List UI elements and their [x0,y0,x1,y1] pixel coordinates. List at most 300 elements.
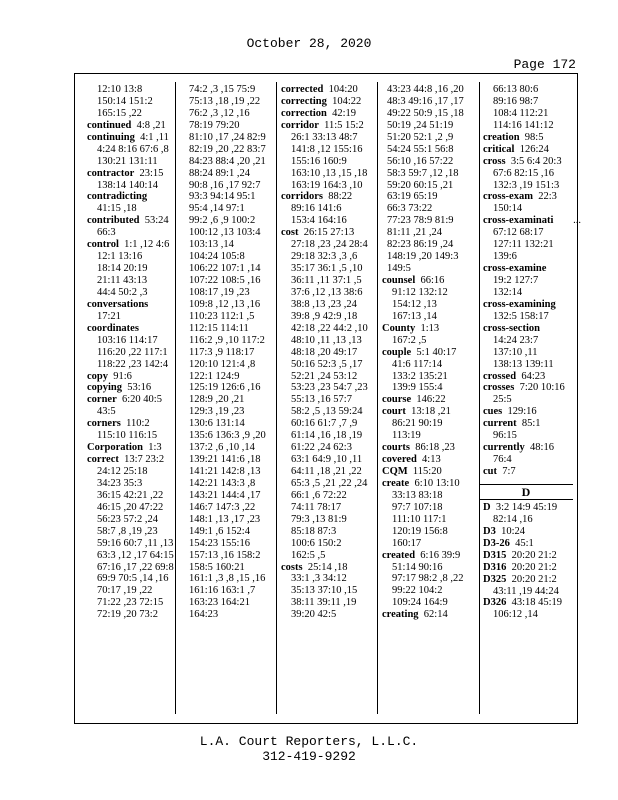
page-references: 154:23 155:16 [189,537,250,549]
index-continuation [281,180,377,192]
page-references: 6:20 40:5 [121,394,162,406]
index-continuation [382,180,478,192]
index-term: created [382,549,416,561]
index-column-1 [87,84,179,710]
page-references: 104:24 105:8 [189,251,245,263]
index-continuation [281,203,377,215]
index-continuation [281,311,377,323]
page-references: 55:13 ,16 57:7 [291,394,352,406]
page-references: 99:2 ,6 ,9 100:2 [189,215,256,227]
index-term: cross-examinati [483,215,554,227]
index-continuation [382,120,478,132]
page-references: 139:6 [493,251,517,263]
index-entry [483,382,575,394]
index-continuation [281,263,377,275]
page-references: 98:5 [524,131,544,143]
index-term: court [382,406,406,418]
index-term: D326 [483,597,507,609]
page-references: 48:18 ,20 49:17 [291,346,358,358]
index-entry [87,418,179,430]
page-references: 129:16 [507,406,537,418]
page-references: 49:22 50:9 ,15 ,18 [387,107,464,119]
page-references: 23:15 [139,167,164,179]
index-continuation [281,609,377,621]
index-entry [483,323,575,335]
page-references: 50:19 ,24 51:19 [387,119,454,131]
index-continuation [382,514,478,526]
index-continuation [87,597,179,609]
page-references: 35:17 36:1 ,5 ,10 [291,263,363,275]
index-continuation [483,227,575,239]
page-references: 91:6 [113,370,132,382]
index-continuation [281,215,377,227]
index-continuation [184,478,276,490]
index-continuation [483,394,575,406]
index-term: contradicting [87,191,148,203]
index-continuation [382,573,478,585]
index-continuation [87,514,179,526]
index-continuation [87,311,179,323]
index-term: crossed [483,370,517,382]
index-continuation [281,573,377,585]
page-references: 24:12 25:18 [97,466,148,477]
index-continuation [87,430,179,442]
page-references: 20:20 21:2 [511,549,557,561]
index-continuation [382,335,478,347]
page-references: 143:21 144:4 ,17 [189,489,261,501]
index-entry [281,96,377,108]
index-continuation [382,215,478,227]
index-continuation [184,311,276,323]
footer-phone: 312-419-9292 [262,749,356,764]
page-references: 58:3 59:7 ,12 ,18 [387,167,459,179]
page-references: 122:1 124:9 [189,370,240,382]
index-continuation [184,215,276,227]
page-references: 45:1 [515,537,534,549]
index-continuation [281,251,377,263]
index-continuation [281,526,377,538]
page-references: 89:16 98:7 [493,95,539,107]
page-references: 103:16 114:17 [97,334,158,346]
page-references: 153:4 164:16 [291,215,347,227]
index-continuation [184,502,276,514]
index-entry [382,466,478,478]
page-references: 39:8 ,9 42:9 ,18 [291,310,358,322]
page-references: 163:10 ,13 ,15 ,18 [291,167,368,179]
index-continuation [184,251,276,263]
page-references: 67:16 ,17 ,22 69:8 [97,561,174,573]
page-references: 115:20 [412,466,442,477]
index-term: D3-26 [483,537,510,549]
page-references: 66:3 73:22 [387,203,433,215]
page-references: 71:22 ,23 72:15 [97,597,164,609]
page-references: 38:8 ,13 ,23 ,24 [291,298,357,310]
page-references: 110:2 [126,418,150,430]
index-continuation [281,502,377,514]
index-continuation [382,311,478,323]
index-continuation [87,585,179,597]
index-continuation [184,371,276,383]
page-references: 163:23 164:21 [189,597,250,609]
page-references: 107:22 108:5 ,16 [189,275,261,286]
page-references: 88:24 89:1 ,24 [189,167,250,179]
index-continuation [184,203,276,215]
index-continuation [281,347,377,359]
index-continuation [87,287,179,299]
index-continuation [483,359,575,371]
page-references: 104:22 [332,95,362,107]
index-continuation [382,191,478,203]
page-references: 142:21 143:3 ,8 [189,477,256,489]
index-continuation [483,84,575,96]
index-continuation [184,538,276,550]
index-entry [87,132,179,144]
index-continuation [281,382,377,394]
index-term: creating [382,609,419,621]
index-continuation [281,466,377,478]
index-entry [87,120,179,132]
page-references: 20:20 21:2 [511,573,557,585]
page-references: 112:15 114:11 [189,322,249,334]
page-references: 75:13 ,18 ,19 ,22 [189,95,261,107]
page-references: 51:14 90:16 [392,561,443,573]
page-references: 138:14 140:14 [97,179,158,191]
index-continuation [382,156,478,168]
index-entry [87,454,179,466]
index-entry [87,382,179,394]
index-continuation [184,514,276,526]
page-references: 139:21 141:6 ,18 [189,454,261,466]
page-references: 52:21 ,24 53:12 [291,370,358,382]
index-term: copy [87,370,108,382]
page-references: 4:8 ,21 [136,119,166,131]
page-references: 108:4 112:21 [493,107,549,119]
index-entry [382,275,478,287]
page-references: 63:19 65:19 [387,191,438,203]
page-references: 17:21 [97,310,121,322]
index-entry [87,168,179,180]
page-references: 7:7 [502,466,516,477]
page-references: 27:18 ,23 ,24 28:4 [291,239,368,251]
page-references: 109:24 164:9 [392,597,448,609]
index-entry [87,371,179,383]
index-continuation [184,394,276,406]
page-references: 103:13 ,14 [189,239,234,251]
index-continuation [382,371,478,383]
index-entry [483,502,575,514]
index-term: corridors [281,191,323,203]
index-entry [483,574,575,586]
index-continuation [281,132,377,144]
index-term: D316 [483,561,507,573]
index-continuation [483,108,575,120]
index-continuation [382,108,478,120]
page-references: 41:6 117:14 [392,358,443,370]
index-term: cross-examining [483,298,556,310]
index-entry [483,263,575,275]
page-references: 43:23 44:8 ,16 ,20 [387,84,464,95]
page-references: 76:4 [493,454,512,466]
page-references: 21:11 43:13 [97,275,148,286]
index-continuation [483,347,575,359]
page-references: 43:5 [97,406,116,418]
index-entry [483,406,575,418]
page-references: 12:10 13:8 [97,84,143,95]
index-entry [382,609,478,621]
index-continuation [281,585,377,597]
page-references: 65:3 ,5 ,21 ,22 ,24 [291,477,368,489]
page-references: 120:10 121:4 ,8 [189,358,256,370]
index-continuation [184,466,276,478]
page-references: 111:10 117:1 [392,513,447,525]
page-references: 137:2 ,6 ,10 ,14 [189,442,255,454]
index-continuation [483,454,575,466]
page-references: 139:9 155:4 [392,382,443,394]
page-references: 74:2 ,3 ,15 75:9 [189,84,256,95]
index-entry [483,538,575,550]
page-references: 135:6 136:3 ,9 ,20 [189,430,266,442]
index-continuation [281,597,377,609]
index-term: cross-exam [483,191,533,203]
index-continuation [184,609,276,621]
index-continuation [87,562,179,574]
index-continuation [184,156,276,168]
index-term: currently [483,442,525,454]
index-entry [87,394,179,406]
index-term: D3 [483,525,496,537]
index-entry [281,84,377,96]
index-continuation [382,502,478,514]
index-continuation [184,144,276,156]
page-references: 81:11 ,21 ,24 [387,227,443,239]
index-continuation [184,347,276,359]
page-references: 130:6 131:14 [189,418,245,430]
page-references: 54:24 55:1 56:8 [387,143,454,155]
index-entry [87,442,179,454]
page-references: 53:23 ,23 54:7 ,23 [291,382,368,394]
page-references: 66:3 [97,227,116,239]
page-references: 96:15 [493,430,517,442]
page-references: 66:16 [420,275,445,286]
index-continuation [382,359,478,371]
index-continuation [382,418,478,430]
page-references: 118:22 ,23 142:4 [97,358,169,370]
page-references: 137:10 ,11 [493,346,538,358]
page-references: 114:16 141:12 [493,119,554,131]
index-entry [483,418,575,430]
index-entry [382,442,478,454]
page-references: 90:8 ,16 ,17 92:7 [189,179,261,191]
index-term: couple [382,346,412,358]
page-references: 7:20 10:16 [519,382,565,394]
index-continuation [87,526,179,538]
index-term: courts [382,442,410,454]
page-references: 25:5 [493,394,512,406]
index-entry [382,454,478,466]
page-references: 163:19 164:3 ,10 [291,179,363,191]
page-references: 59:20 60:15 ,21 [387,179,454,191]
index-entry [281,108,377,120]
page-references: 79:3 ,13 81:9 [291,513,347,525]
page-references: 33:13 83:18 [392,489,443,501]
index-entry [281,227,377,239]
page-references: 146:7 147:3 ,22 [189,501,256,513]
index-continuation [184,96,276,108]
page-references: 1:1 ,12 4:6 [124,239,170,251]
page-references: 95:4 ,14 97:1 [189,203,245,215]
index-entry [483,156,575,168]
page-references: 165:15 ,22 [97,107,142,119]
index-continuation [281,538,377,550]
page-references: 104:20 [328,84,358,95]
page-references: 66:1 ,6 72:22 [291,489,347,501]
index-term: contractor [87,167,135,179]
page-references: 129:3 ,19 ,23 [189,406,245,418]
index-entry [483,597,575,609]
page-references: 51:20 52:1 ,2 ,9 [387,131,454,143]
page-references: 130:21 131:11 [97,155,158,167]
page-references: 58:7 ,8 ,19 ,23 [97,525,158,537]
page-references: 85:18 87:3 [291,525,337,537]
index-continuation [281,514,377,526]
page-references: 78:19 79:20 [189,119,240,131]
page-references: 61:22 ,24 62:3 [291,442,352,454]
page-references: 38:11 39:11 ,19 [291,597,357,609]
index-continuation [184,84,276,96]
page-references: 158:5 160:21 [189,561,245,573]
index-term: coordinates [87,322,139,334]
index-continuation [184,132,276,144]
page-references: 85:1 [521,418,541,430]
page-references: 82:14 ,16 [493,513,533,525]
page-references: 150:14 [493,203,523,215]
index-continuation [184,323,276,335]
index-continuation [281,430,377,442]
page-references: 69:9 70:5 ,14 ,16 [97,573,169,585]
index-continuation [483,287,575,299]
page-references: 50:16 52:3 ,5 ,17 [291,358,363,370]
index-term: corner [87,394,117,406]
index-continuation [382,430,478,442]
index-continuation [87,108,179,120]
index-continuation [281,144,377,156]
index-entry [483,550,575,562]
index-continuation [281,490,377,502]
index-continuation [184,239,276,251]
index-entry [483,371,575,383]
index-continuation [281,442,377,454]
index-entry [281,191,377,203]
index-entry [87,323,179,335]
index-continuation [87,502,179,514]
index-continuation [483,514,575,526]
index-continuation [281,394,377,406]
page-references: 110:23 112:1 ,5 [189,310,255,322]
index-continuation [281,323,377,335]
index-continuation [382,84,478,96]
index-continuation [87,156,179,168]
page-references: 88:22 [328,191,353,203]
page-references: 167:13 ,14 [392,310,437,322]
index-term: cut [483,466,497,477]
index-continuation [382,597,478,609]
page-references: 4:24 8:16 67:6 ,8 [97,143,169,155]
page-references: 18:14 20:19 [97,263,148,275]
page-references: 127:11 132:21 [493,239,554,251]
page-references: 26:1 33:13 48:7 [291,131,358,143]
index-term: cross-examine [483,263,547,275]
index-entry [483,215,581,227]
page-references: 132:5 158:17 [493,310,549,322]
index-continuation [87,84,179,96]
page-references: 97:7 107:18 [392,501,443,513]
page-references: 82:23 86:19 ,24 [387,239,454,251]
index-continuation [483,180,575,192]
index-term: continuing [87,131,135,143]
index-continuation [87,359,179,371]
index-continuation [382,299,478,311]
index-entry [483,191,575,203]
page-references: 149:1 ,6 152:4 [189,525,250,537]
page-references: 43:11 ,19 44:24 [493,585,559,597]
index-entry [483,526,575,538]
index-term: counsel [382,275,416,286]
page-references: 42:19 [332,107,357,119]
index-term: cost [281,227,299,239]
index-entry [281,562,377,574]
page-references: 29:18 32:3 ,3 ,6 [291,251,358,263]
index-term: costs [281,561,303,573]
index-term: course [382,394,412,406]
index-continuation [87,573,179,585]
page-references: 64:11 ,18 ,21 ,22 [291,466,362,477]
column-divider [479,82,480,714]
page-references: 89:16 141:6 [291,203,342,215]
index-term: correct [87,454,119,466]
index-continuation [87,180,179,192]
index-entry [382,406,478,418]
page-references: 167:2 ,5 [392,334,427,346]
page-references: 81:10 ,17 ,24 82:9 [189,131,266,143]
index-entry [483,299,575,311]
index-continuation [483,430,575,442]
footer-company: L.A. Court Reporters, L.L.C. [199,734,419,749]
page-references: 113:19 [392,430,421,442]
page-references: 1:13 [420,322,440,334]
index-continuation [382,239,478,251]
page-references: 100:12 ,13 103:4 [189,227,261,239]
index-continuation [281,168,377,180]
page-references: 3:5 6:4 20:3 [510,155,562,167]
index-continuation [382,263,478,275]
page-references: 164:23 [189,609,219,621]
truncation-mark: ... [573,215,581,227]
page-references: 84:23 88:4 ,20 ,21 [189,155,266,167]
index-continuation [87,550,179,562]
page-references: 25:14 ,18 [307,561,348,573]
page-references: 161:1 ,3 ,8 ,15 ,16 [189,573,266,585]
page-references: 53:24 [144,215,169,227]
index-continuation [184,597,276,609]
index-continuation [382,585,478,597]
index-continuation [382,168,478,180]
page-references: 63:3 ,12 ,17 64:15 [97,549,174,561]
page-references: 99:22 104:2 [392,585,443,597]
index-term: cross [483,155,506,167]
index-continuation [281,418,377,430]
page-references: 109:8 ,12 ,13 ,16 [189,298,261,310]
index-continuation [87,263,179,275]
